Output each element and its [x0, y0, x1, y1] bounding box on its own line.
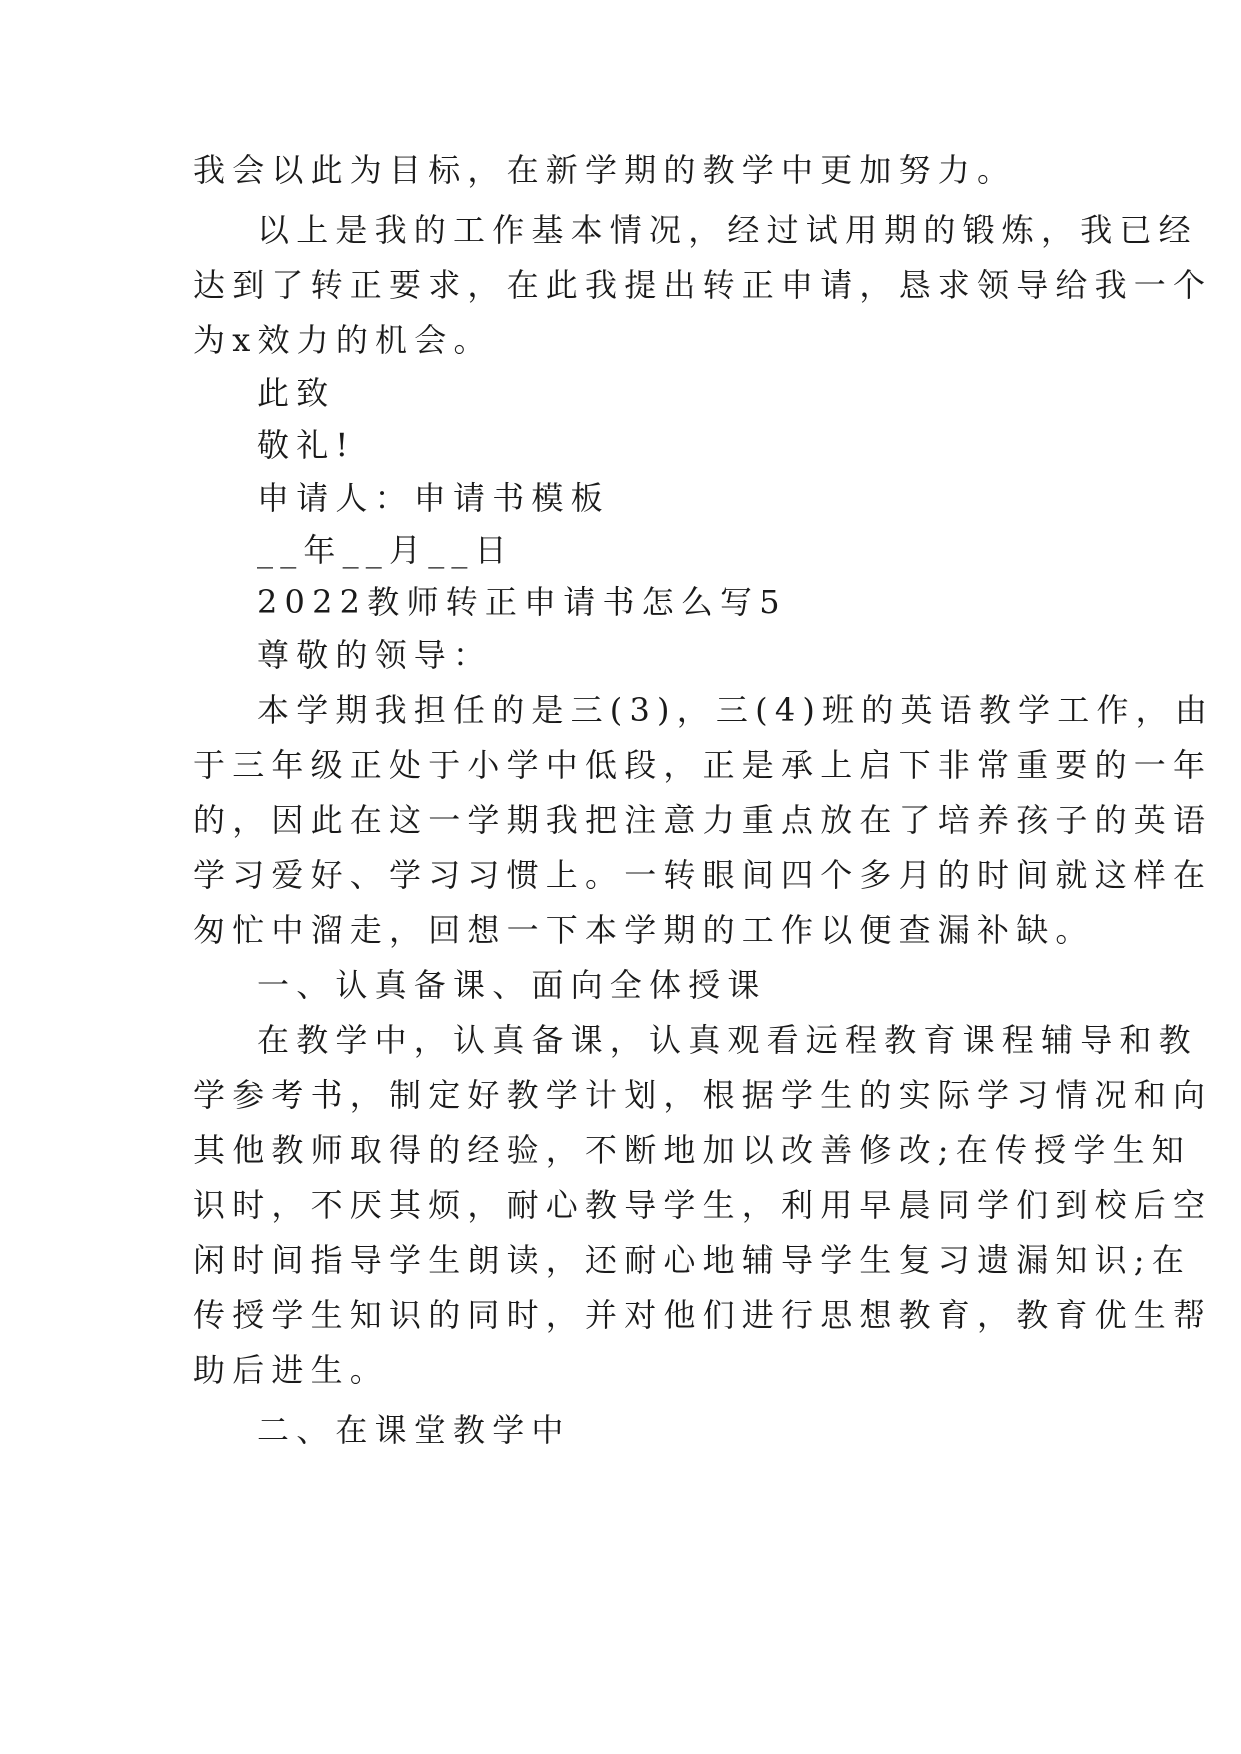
text-line: 的，因此在这一学期我把注意力重点放在了培养孩子的英语: [193, 801, 1213, 839]
text-line: 申请人：申请书模板: [257, 479, 610, 517]
text-line: 助后进生。: [193, 1351, 390, 1389]
text-line: 为x效力的机会。: [193, 321, 493, 359]
section-title: 2022教师转正申请书怎么写5: [257, 583, 787, 621]
text-line: 在教学中，认真备课，认真观看远程教育课程辅导和教: [257, 1021, 1198, 1059]
heading-line: 二、在课堂教学中: [257, 1411, 571, 1449]
heading-line: 一、认真备课、面向全体授课: [257, 966, 767, 1004]
date-line: __年__月__日: [257, 531, 514, 569]
text-line: 我会以此为目标，在新学期的教学中更加努力。: [193, 151, 1017, 189]
text-line: 匆忙中溜走，回想一下本学期的工作以便查漏补缺。: [193, 911, 1095, 949]
text-line: 敬礼!: [257, 426, 356, 464]
text-line: 传授学生知识的同时，并对他们进行思想教育，教育优生帮: [193, 1296, 1213, 1334]
text-line: 以上是我的工作基本情况，经过试用期的锻炼，我已经: [257, 211, 1198, 249]
text-line: 学参考书，制定好教学计划，根据学生的实际学习情况和向: [193, 1076, 1213, 1114]
text-line: 其他教师取得的经验，不断地加以改善修改;在传授学生知: [193, 1131, 1191, 1169]
text-line: 达到了转正要求，在此我提出转正申请，恳求领导给我一个: [193, 266, 1213, 304]
text-line: 于三年级正处于小学中低段，正是承上启下非常重要的一年: [193, 746, 1213, 784]
salutation: 尊敬的领导：: [257, 636, 493, 674]
text-line: 识时，不厌其烦，耐心教导学生，利用早晨同学们到校后空: [193, 1186, 1213, 1224]
text-line: 此致: [257, 374, 336, 412]
text-line: 本学期我担任的是三(3)，三(4)班的英语教学工作，由: [257, 691, 1215, 729]
text-line: 闲时间指导学生朗读，还耐心地辅导学生复习遗漏知识;在: [193, 1241, 1191, 1279]
text-line: 学习爱好、学习习惯上。一转眼间四个多月的时间就这样在: [193, 856, 1213, 894]
